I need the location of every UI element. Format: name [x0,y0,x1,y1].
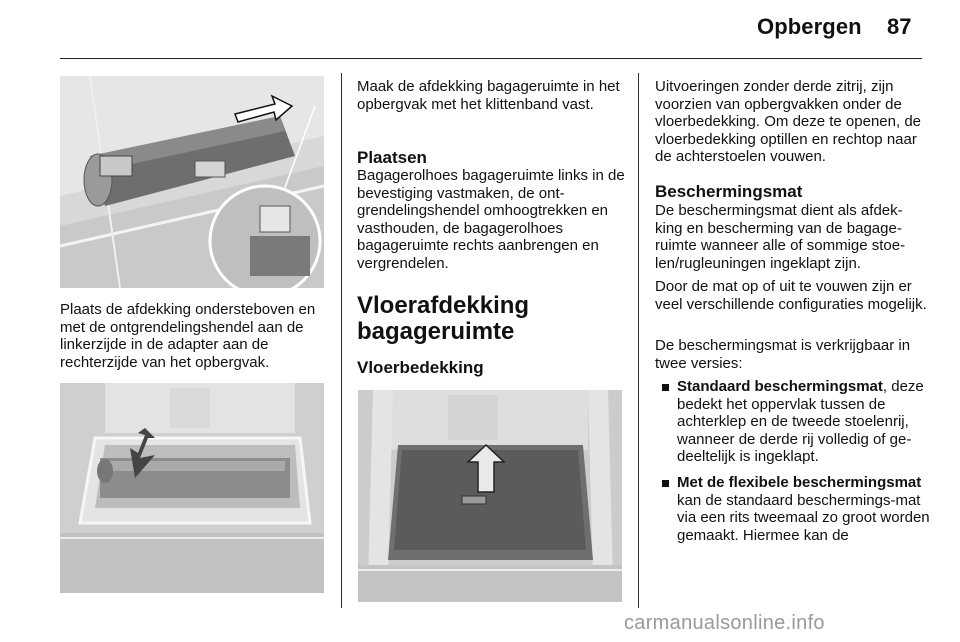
heading-vloerafdekking-2: bagageruimte [357,318,515,345]
paragraph-storage-compartments: Uitvoeringen zonder derde zitrij, zijn voorzien van opbergvakken onder de vloerbedekking. Om deze te openen, de vloerbedekking optillen en rechtop naar de achterstoelen vouwen. [655,78,922,166]
paragraph-plaatsen: Bagagerolhoes bagageruimte links in de bevestiging vastmaken, de ont-grendelingshendel omhoogtrekken en vasthouden, de bagagerolhoes bagageruimte rechts aanbrengen en vergrendelen. [357,167,625,272]
page-section-title: Opbergen [757,14,862,39]
bullet-marker [662,480,669,487]
header-divider [60,58,922,59]
cargo-cover-handle-illustration [60,76,324,288]
column-divider-2 [638,73,639,608]
list-item-standard-mat [662,378,940,468]
paragraph-mat-configurations: Door de mat op of uit te vouwen zijn er veel verschillende configuraties mogelijk. [655,278,927,313]
cargo-cover-storage-illustration [60,383,324,593]
watermark: carmanualsonline.info [624,612,825,634]
bullet-marker [662,384,669,391]
paragraph-mat-versions: De beschermingsmat is verkrijgbaar in twee versies: [655,337,911,372]
heading-plaatsen: Plaatsen [357,148,427,167]
list-item-text: Standaard beschermingsmat, deze bedekt het oppervlak tussen de achterklep en de tweede stoelenrij, wanneer de derde rij volledig of ge-deeltelijk is ingeklapt. [677,378,924,466]
heading-vloerbedekking: Vloerbedekking [357,358,484,377]
paragraph-velcro: Maak de afdekking bagageruimte in het opbergvak met het klittenband vast. [357,78,620,113]
heading-vloerafdekking-1: Vloerafdekking [357,292,530,319]
page-number: 87 [887,14,912,39]
list-item-text: Met de flexibele beschermingsmat kan de standaard beschermings-mat via een rits tweemaal zo groot worden gemaakt. Hiermee kan de [677,474,930,544]
heading-beschermingsmat: Beschermingsmat [655,182,803,201]
list-item-flexible-mat [662,474,940,564]
paragraph-place-cover: Plaats de afdekking ondersteboven en met de ontgrendelingshendel aan de linkerzijde in de adapter aan de rechterzijde van het opbergvak. [60,301,316,371]
floor-cover-illustration [358,390,622,602]
paragraph-mat-purpose: De beschermingsmat dient als afdek-king en bescherming van de bagage-ruimte wanneer alle of sommige stoe-len/rugleuningen ingeklapt zijn. [655,202,906,272]
column-divider-1 [341,73,342,608]
